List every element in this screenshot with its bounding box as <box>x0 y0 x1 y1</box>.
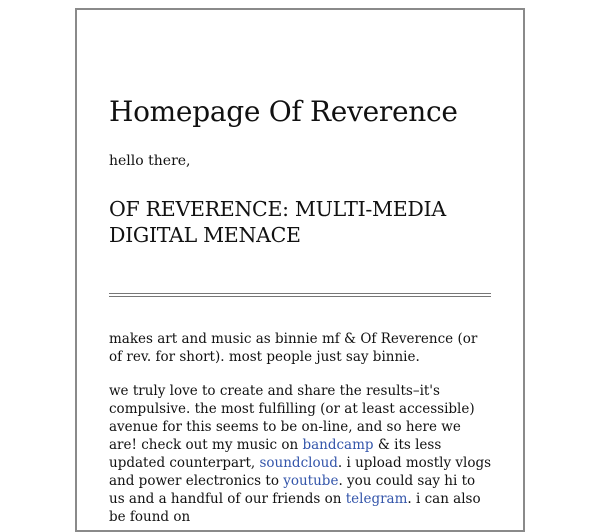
page-frame <box>75 8 525 532</box>
soundcloud-link[interactable]: soundcloud <box>259 455 338 471</box>
telegram-link[interactable]: telegram <box>345 491 408 507</box>
divider <box>109 293 491 297</box>
bandcamp-link[interactable]: bandcamp <box>302 437 374 453</box>
greeting-text: hello there, <box>109 153 191 169</box>
page-title: Homepage Of Reverence <box>109 95 458 128</box>
links-text-5: . i can also be found on <box>109 491 481 525</box>
about-paragraph: makes art and music as binnie mf & Of Reverence (or of rev. for short). most people just say binnie. <box>109 331 478 365</box>
page-subtitle: OF REVERENCE: MULTI-MEDIA DIGITAL MENACE <box>109 197 446 247</box>
links-text-3: . i upload mostly vlogs and power electronics to <box>109 455 492 489</box>
links-text-1: we truly love to create and share the results–it's compulsive. the most fulfilling (or at least accessible) avenue for this seems to be on-line, and so here we are! check out my music on <box>109 383 475 453</box>
youtube-link[interactable]: youtube <box>283 473 339 489</box>
links-paragraph <box>109 382 493 526</box>
links-text-4: . you could say hi to us and a handful of our friends on <box>109 473 476 507</box>
links-text-2: & its less updated counterpart, <box>109 437 442 471</box>
